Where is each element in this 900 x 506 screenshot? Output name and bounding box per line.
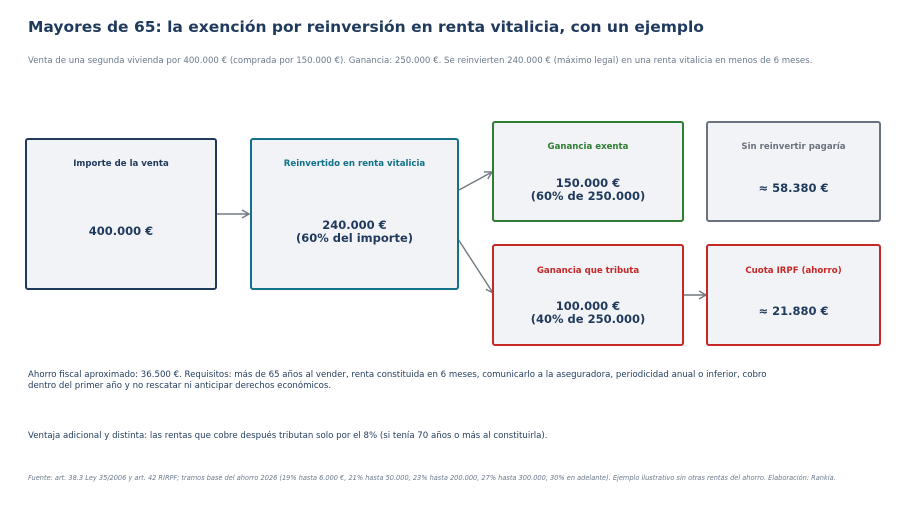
box-label: Reinvertido en renta vitalicia xyxy=(283,159,426,169)
arrow-reinvertido-to-exenta xyxy=(459,172,492,190)
box-value: 100.000 € (40% de 250.000) xyxy=(530,299,646,326)
box-cuota-irpf xyxy=(706,244,881,346)
box-reinvertido-renta-vitalicia xyxy=(250,138,459,290)
box-label: Ganancia que tributa xyxy=(536,266,640,276)
box-value: 400.000 € xyxy=(88,224,154,238)
box-label: Ganancia exenta xyxy=(547,142,629,152)
box-value: 150.000 € (60% de 250.000) xyxy=(530,176,646,203)
page-title: Mayores de 65: la exención por reinversión en renta vitalicia, con un ejemplo xyxy=(28,18,704,36)
box-sin-reinvertir xyxy=(706,121,881,222)
box-value: 240.000 € (60% del importe) xyxy=(295,218,414,245)
note-ahorro-requisitos: Ahorro fiscal aproximado: 36.500 €. Requisitos: más de 65 años al vender, renta constituida en 6 meses, comunicarlo a la aseguradora, periodicidad anual o inferior, cobro dentro del primer año y no rescatar ni anticipar derechos económicos. xyxy=(28,370,767,391)
box-ganancia-tributa xyxy=(492,244,684,346)
arrow-reinvertido-to-tributa xyxy=(458,239,493,293)
box-label: Cuota IRPF (ahorro) xyxy=(745,266,842,276)
note-ventaja-adicional: Ventaja adicional y distinta: las rentas que cobre después tributan solo por el 8% (si tenía 70 años o más al constituirla). xyxy=(28,431,548,441)
box-label: Importe de la venta xyxy=(73,159,169,169)
box-label: Sin reinvertir pagaría xyxy=(741,142,846,152)
box-value: ≈ 21.880 € xyxy=(758,304,829,318)
source-footnote: Fuente: art. 38.3 Ley 35/2006 y art. 42 RIRPF; tramos base del ahorro 2026 (19% hasta 6.000 €, 21% hasta 50.000, 23% hasta 200.000, 27% hasta 300.000, 30% en adelante). Ejemplo ilustrativo sin otras rentas del ahorro. Elaboración: Rankia. xyxy=(28,474,836,482)
page-subtitle: Venta de una segunda vivienda por 400.000 € (comprada por 150.000 €). Ganancia: 250.000 €. Se reinvierten 240.000 € (máximo legal) en una renta vitalicia en menos de 6 meses. xyxy=(28,56,813,66)
box-importe-venta xyxy=(25,138,217,290)
box-value: ≈ 58.380 € xyxy=(758,181,829,195)
box-ganancia-exenta xyxy=(492,121,684,222)
